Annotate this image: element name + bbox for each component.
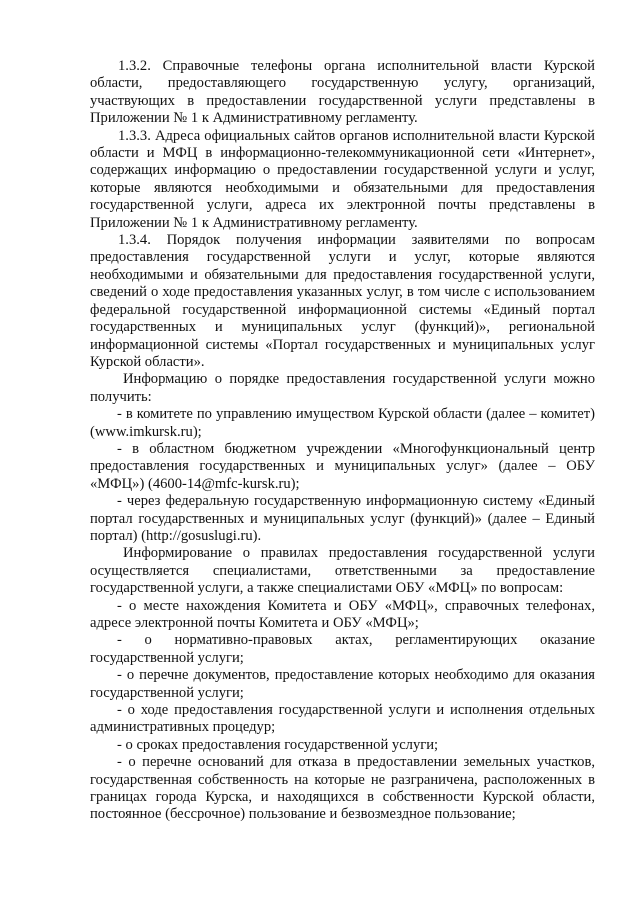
list-item-deadlines: - о сроках предоставления государственной услуги;: [117, 736, 439, 753]
list-item-committee: - в комитете по управлению имуществом Курской области (далее – комитет) (www.imkursk.ru);: [90, 406, 595, 440]
paragraph-1-3-4: 1.3.4. Порядок получения информации заявителями по вопросам предоставления государственной услуги и услуг, которые являются необходимыми и обязательными для предоставления государственной услуги, сведений о ходе предоставления указанных услуг, в том числе с использованием федеральной государственной информационной системы «Единый портал государственных и муниципальных услуг (функций)», региональной информационной системы «Портал государственных и муниципальных услуг Курской области».: [90, 232, 595, 370]
paragraph-1-3-3: 1.3.3. Адреса официальных сайтов органов исполнительной власти Курской области и МФЦ в информационно-телекоммуникационной сети «Интернет», содержащих информацию о предоставлении государственной услуги и услуг, которые являются необходимыми и обязательными для предоставления государственной услуги, адреса их электронной почты представлены в Приложении № 1 к Административному регламенту.: [90, 127, 595, 231]
document-page: [90, 58, 595, 824]
list-item-documents: - о перечне документов, предоставление которых необходимо для оказания государственной услуги;: [90, 667, 595, 701]
list-item-legal-acts: - о нормативно-правовых актах, регламентирующих оказание государственной услуги;: [90, 632, 595, 666]
list-item-location: - о месте нахождения Комитета и ОБУ «МФЦ», справочных телефонах, адресе электронной почты Комитета и ОБУ «МФЦ»;: [90, 597, 595, 631]
paragraph-1-3-2: 1.3.2. Справочные телефоны органа исполнительной власти Курской области, предоставляющего государственную услугу, организаций, участвующих в предоставлении государственной услуги представлены в Приложении № 1 к Административному регламенту.: [90, 58, 595, 127]
list-item-refusal: - о перечне оснований для отказа в предоставлении земельных участков, государственная собственность на которые не разграничена, расположенных в границах города Курска, и находящихся в собственности Курской области, постоянное (бессрочное) пользование и безвозмездное пользование;: [90, 754, 595, 823]
list-item-progress: - о ходе предоставления государственной услуги и исполнения отдельных административных процедур;: [90, 702, 595, 736]
paragraph-informing-intro: Информирование о правилах предоставления государственной услуги осуществляется специалистами, ответственными за предоставление государственной услуги, а также специалистами ОБУ «МФЦ» по вопросам:: [90, 545, 595, 597]
list-item-portal: - через федеральную государственную информационную систему «Единый портал государственных и муниципальных услуг (функций)» (далее – Единый портал) (http://gosuslugi.ru).: [90, 493, 595, 544]
list-item-mfc: - в областном бюджетном учреждении «Многофункциональный центр предоставления государственных и муниципальных услуг» (далее – ОБУ «МФЦ») (4600-14@mfc-kursk.ru);: [90, 440, 595, 492]
paragraph-info-intro: Информацию о порядке предоставления государственной услуги можно получить:: [90, 371, 595, 405]
